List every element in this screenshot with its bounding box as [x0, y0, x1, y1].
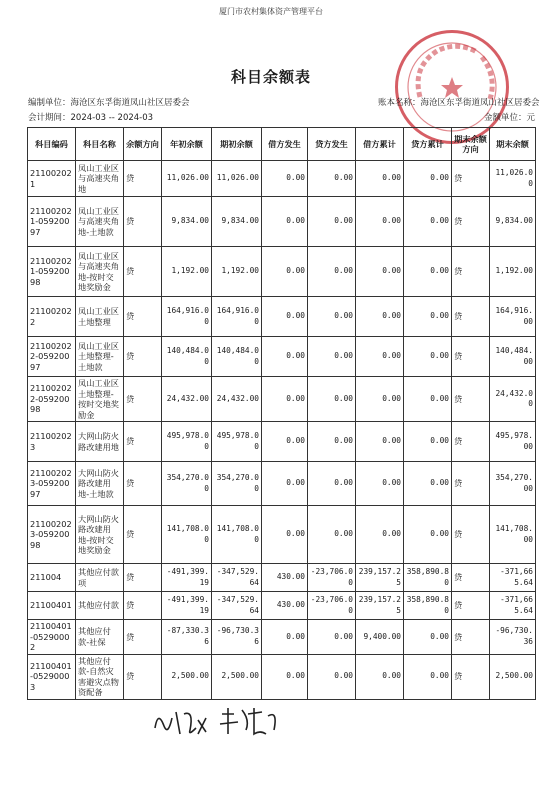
debit-amount: 0.00	[262, 462, 308, 506]
table-row	[28, 654, 536, 699]
account-name: 大网山防火路改建用地	[76, 422, 124, 462]
period-opening-balance: 1,192.00	[212, 247, 262, 297]
period-opening-balance: 24,432.00	[212, 377, 262, 422]
credit-amount: 0.00	[308, 506, 356, 564]
debit-amount: 0.00	[262, 654, 308, 699]
credit-amount: -23,706.00	[308, 592, 356, 620]
account-code: 211004	[28, 564, 76, 592]
end-balance-direction: 贷	[452, 197, 490, 247]
col-header: 借方发生	[262, 128, 308, 161]
handwritten-signature	[150, 700, 290, 740]
debit-amount: 0.00	[262, 377, 308, 422]
year-opening-balance: 9,834.00	[162, 197, 212, 247]
table-row	[28, 197, 536, 247]
debit-accumulated: 0.00	[356, 377, 404, 422]
balance-direction: 贷	[124, 462, 162, 506]
debit-amount: 0.00	[262, 337, 308, 377]
end-balance: 141,708.00	[490, 506, 536, 564]
debit-amount: 0.00	[262, 620, 308, 655]
report-title: 科目余额表	[230, 68, 311, 86]
balance-direction: 贷	[124, 654, 162, 699]
period-opening-balance: 2,500.00	[212, 654, 262, 699]
balance-direction: 贷	[124, 247, 162, 297]
table-row	[28, 161, 536, 197]
debit-amount: 0.00	[262, 422, 308, 462]
credit-accumulated: 0.00	[404, 297, 452, 337]
credit-amount: 0.00	[308, 161, 356, 197]
account-name: 凤山工业区土地整理-土地款	[76, 337, 124, 377]
credit-amount: 0.00	[308, 654, 356, 699]
credit-accumulated: 0.00	[404, 377, 452, 422]
credit-accumulated: 0.00	[404, 422, 452, 462]
credit-accumulated: 0.00	[404, 161, 452, 197]
table-row	[28, 377, 536, 422]
debit-accumulated: 0.00	[356, 297, 404, 337]
col-header: 贷方累计	[404, 128, 452, 161]
debit-accumulated: 9,400.00	[356, 620, 404, 655]
currency-unit: 金额单位：元	[484, 113, 536, 123]
year-opening-balance: -491,399.19	[162, 564, 212, 592]
balance-direction: 贷	[124, 197, 162, 247]
balance-direction: 贷	[124, 564, 162, 592]
account-name: 其他应付款-社保	[76, 620, 124, 655]
col-header: 期末余额	[490, 128, 536, 161]
table-row	[28, 422, 536, 462]
credit-amount: 0.00	[308, 377, 356, 422]
year-opening-balance: 24,432.00	[162, 377, 212, 422]
account-code: 211002021	[28, 161, 76, 197]
balance-direction: 贷	[124, 620, 162, 655]
end-balance: 2,500.00	[490, 654, 536, 699]
account-name: 其他应付款-自然灾害避灾点物资配备	[76, 654, 124, 699]
balance-direction: 贷	[124, 161, 162, 197]
credit-amount: 0.00	[308, 247, 356, 297]
account-code: 211002021-05920097	[28, 197, 76, 247]
account-name: 大网山防火路改建用地-按时交地奖励金	[76, 506, 124, 564]
account-name: 凤山工业区与高速夹角地-按时交地奖励金	[76, 247, 124, 297]
balance-table	[27, 127, 536, 700]
debit-accumulated: 0.00	[356, 422, 404, 462]
end-balance-direction: 贷	[452, 247, 490, 297]
col-header: 期初余额	[212, 128, 262, 161]
table-row	[28, 564, 536, 592]
end-balance: -371,665.64	[490, 592, 536, 620]
account-code: 211002022-05920098	[28, 377, 76, 422]
end-balance-direction: 贷	[452, 422, 490, 462]
col-header: 余额方向	[124, 128, 162, 161]
year-opening-balance: 164,916.00	[162, 297, 212, 337]
credit-amount: 0.00	[308, 422, 356, 462]
debit-accumulated: 0.00	[356, 161, 404, 197]
table-row	[28, 506, 536, 564]
credit-amount: -23,706.00	[308, 564, 356, 592]
end-balance-direction: 贷	[452, 564, 490, 592]
credit-amount: 0.00	[308, 297, 356, 337]
end-balance-direction: 贷	[452, 462, 490, 506]
debit-amount: 430.00	[262, 592, 308, 620]
account-code: 211002021-05920098	[28, 247, 76, 297]
debit-accumulated: 0.00	[356, 247, 404, 297]
end-balance-direction: 贷	[452, 297, 490, 337]
period-opening-balance: -96,730.36	[212, 620, 262, 655]
end-balance: 354,270.00	[490, 462, 536, 506]
year-opening-balance: 1,192.00	[162, 247, 212, 297]
account-code: 211002022	[28, 297, 76, 337]
end-balance-direction: 贷	[452, 161, 490, 197]
debit-accumulated: 0.00	[356, 197, 404, 247]
debit-accumulated: 0.00	[356, 337, 404, 377]
period-opening-balance: 164,916.00	[212, 297, 262, 337]
end-balance-direction: 贷	[452, 377, 490, 422]
balance-direction: 贷	[124, 422, 162, 462]
period-opening-balance: -347,529.64	[212, 564, 262, 592]
table-row	[28, 297, 536, 337]
account-name: 凤山工业区土地整理	[76, 297, 124, 337]
end-balance-direction: 贷	[452, 654, 490, 699]
debit-amount: 0.00	[262, 247, 308, 297]
balance-direction: 贷	[124, 377, 162, 422]
end-balance: 164,916.00	[490, 297, 536, 337]
year-opening-balance: 354,270.00	[162, 462, 212, 506]
period-opening-balance: 11,026.00	[212, 161, 262, 197]
credit-accumulated: 0.00	[404, 462, 452, 506]
table-header-row	[28, 128, 536, 161]
debit-accumulated: 0.00	[356, 506, 404, 564]
account-code: 211002022-05920097	[28, 337, 76, 377]
year-opening-balance: -87,330.36	[162, 620, 212, 655]
year-opening-balance: 495,978.00	[162, 422, 212, 462]
table-row	[28, 247, 536, 297]
credit-accumulated: 0.00	[404, 506, 452, 564]
period-opening-balance: 141,708.00	[212, 506, 262, 564]
debit-accumulated: 0.00	[356, 462, 404, 506]
credit-accumulated: 0.00	[404, 654, 452, 699]
end-balance-direction: 贷	[452, 337, 490, 377]
account-name: 凤山工业区与高速夹角地-土地款	[76, 197, 124, 247]
end-balance-direction: 贷	[452, 620, 490, 655]
credit-accumulated: 0.00	[404, 247, 452, 297]
credit-accumulated: 358,890.80	[404, 592, 452, 620]
period-opening-balance: -347,529.64	[212, 592, 262, 620]
account-code: 21100401-05290003	[28, 654, 76, 699]
account-code: 211002023-05920097	[28, 462, 76, 506]
debit-accumulated: 239,157.25	[356, 592, 404, 620]
end-balance: 495,978.00	[490, 422, 536, 462]
platform-name: 厦门市农村集体资产管理平台	[219, 7, 323, 16]
col-header: 贷方发生	[308, 128, 356, 161]
end-balance: 140,484.00	[490, 337, 536, 377]
year-opening-balance: 141,708.00	[162, 506, 212, 564]
end-balance-direction: 贷	[452, 506, 490, 564]
debit-accumulated: 0.00	[356, 654, 404, 699]
account-code: 21100401-05290002	[28, 620, 76, 655]
balance-direction: 贷	[124, 337, 162, 377]
account-name: 其他应付款	[76, 592, 124, 620]
compiling-unit: 编制单位：海沧区东孚街道凤山社区居委会	[28, 98, 190, 108]
year-opening-balance: 2,500.00	[162, 654, 212, 699]
account-code: 211002023	[28, 422, 76, 462]
debit-amount: 0.00	[262, 506, 308, 564]
end-balance: 11,026.00	[490, 161, 536, 197]
balance-direction: 贷	[124, 506, 162, 564]
book-name: 账本名称：海沧区东孚街道凤山社区居委会	[378, 98, 540, 108]
year-opening-balance: -491,399.19	[162, 592, 212, 620]
credit-accumulated: 0.00	[404, 197, 452, 247]
col-header: 年初余额	[162, 128, 212, 161]
table-row	[28, 337, 536, 377]
debit-accumulated: 239,157.25	[356, 564, 404, 592]
credit-amount: 0.00	[308, 462, 356, 506]
end-balance: 9,834.00	[490, 197, 536, 247]
col-header: 科目名称	[76, 128, 124, 161]
period-opening-balance: 354,270.00	[212, 462, 262, 506]
credit-accumulated: 0.00	[404, 337, 452, 377]
end-balance: 24,432.00	[490, 377, 536, 422]
period-opening-balance: 140,484.00	[212, 337, 262, 377]
table-row	[28, 620, 536, 655]
account-name: 其他应付款项	[76, 564, 124, 592]
account-name: 凤山工业区与高速夹角地	[76, 161, 124, 197]
end-balance: -371,665.64	[490, 564, 536, 592]
table-row	[28, 592, 536, 620]
balance-direction: 贷	[124, 592, 162, 620]
account-code: 21100401	[28, 592, 76, 620]
col-header: 科目编码	[28, 128, 76, 161]
credit-amount: 0.00	[308, 197, 356, 247]
debit-amount: 0.00	[262, 297, 308, 337]
credit-accumulated: 358,890.80	[404, 564, 452, 592]
col-header: 借方累计	[356, 128, 404, 161]
debit-amount: 0.00	[262, 197, 308, 247]
account-name: 凤山工业区土地整理-按时交地奖励金	[76, 377, 124, 422]
balance-direction: 贷	[124, 297, 162, 337]
debit-amount: 0.00	[262, 161, 308, 197]
credit-amount: 0.00	[308, 620, 356, 655]
table-row	[28, 462, 536, 506]
col-header: 期末余额方向	[452, 128, 490, 161]
period-opening-balance: 495,978.00	[212, 422, 262, 462]
account-code: 211002023-05920098	[28, 506, 76, 564]
credit-accumulated: 0.00	[404, 620, 452, 655]
end-balance-direction: 贷	[452, 592, 490, 620]
year-opening-balance: 11,026.00	[162, 161, 212, 197]
year-opening-balance: 140,484.00	[162, 337, 212, 377]
end-balance: -96,730.36	[490, 620, 536, 655]
account-name: 大网山防火路改建用地-土地款	[76, 462, 124, 506]
credit-amount: 0.00	[308, 337, 356, 377]
end-balance: 1,192.00	[490, 247, 536, 297]
period-opening-balance: 9,834.00	[212, 197, 262, 247]
debit-amount: 430.00	[262, 564, 308, 592]
accounting-period: 会计期间：2024-03 -- 2024-03	[28, 113, 154, 123]
